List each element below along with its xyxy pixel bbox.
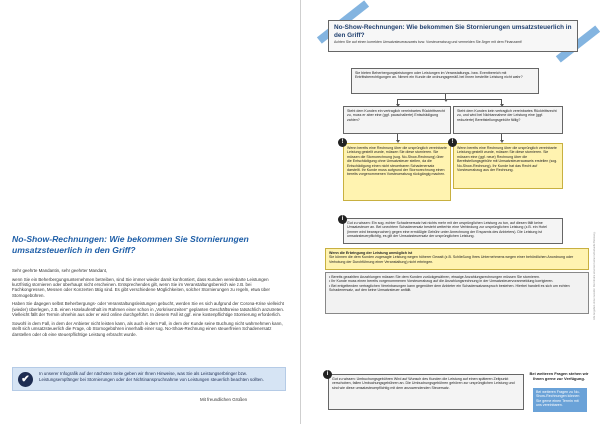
closing: Mit freundlichen Grüßen (200, 397, 248, 402)
paragraph: Sowohl in dem Fall, in dem der Anbieter nicht leisten kann, als auch in dem Fall, in dem der Kunde seine Buchung nicht wahrnehmen kann, stellt sich umsatzsteuerlich die Frage, ob Stornogebühren innerhalb einer sog. No-Show-Rechnung einen steuerfreien Schadenersatz darstellen oder ob eine steuerpflichtige Leistung erbracht wurde. (12, 320, 283, 337)
arrow (397, 134, 398, 140)
good-to-know-box: Gut zu wissen: Ein sog. echter Schadenersatz hat nichts mehr mit der ursprünglichen Leistung zu tun, auf diesen fällt keine Umsatzsteuer an. Bei unechtem Schadenersatz besteht weiterhin eine Verbindung zur ursprünglichen Leistung (z.B. ein Hotel (immer wird beanspruchen) gegen eine ermäßigte Gebühr unter Anrechnung der Ersparnis des Anbieters). Die Leistung ist umsatzsteuerpflichtig, es gilt der Umsatzsteuersatz der ursprünglichen Leistung. (343, 218, 563, 244)
paragraph: wenn Sie ein Beherbergungsunternehmen betreiben, sind Sie immer wieder damit konfrontiert, dass Kunden vereinbarte Leistungen kurzfristig stornieren oder überhaupt nicht erscheinen. Entsprechendes gilt, wenn Sie im Veranstaltungsbereich wie z.B. bei Fachkongressen, Messen oder Konzerten tätig sind. Es gibt verschiedene Möglichkeiten, solcher Stornierungen zu regeln, etwa über Stornogebühren. (12, 276, 270, 298)
letter-body (12, 268, 286, 340)
answer-left: Wenn bereits eine Rechnung über die ursprünglich vereinbarte Leistung gestellt wurde, müssen Sie diese stornieren. Sie müssen die Stornorechnung (sog. No-Show-Rechnung) über die Entschädigung ohne Umsatzsteuer stellen, da die Entschädigung einen nicht steuerbaren Schadenersatz darstellt. Ihr Kunde muss aufgrund der Stornorechnung einen bereits vorgenommenen Vorsteuerabzug rückgängig machen. (343, 143, 451, 201)
impossible-heading: Wenn die Erbringung der Leistung unmöglich ist (329, 251, 413, 255)
right-page (300, 0, 600, 424)
infographic-title: No-Show-Rechnungen: Wie bekommen Sie Stornierungen umsatzsteuerlich in den Griff? (334, 24, 572, 39)
arrow (397, 99, 398, 104)
info-icon: i (323, 370, 332, 379)
impossible-box (325, 248, 589, 270)
answer-right: Wenn bereits eine Rechnung über die ursprünglich vereinbarte Leistung gestellt wurde, müssen Sie diese stornieren. Sie müssen eine (ggf. neue) Rechnung über die Bereitstellungsgebühr mit Umsatzsteuerausweis erstellen (sog. No-Show-Rechnung). Ihr Kunde hat das Recht auf Vorsteuerabzug aus der Rechnung. (453, 143, 563, 189)
info-icon: i (338, 215, 347, 224)
tip-box (12, 367, 286, 391)
arrow (501, 134, 502, 140)
arrow (501, 99, 502, 104)
question-left: Steht dem Kunden ein vertraglich vereinbartes Rücktrittsrecht zu, muss er aber eine (ggf. pauschalierte) Entschädigung zahlen? (343, 106, 451, 134)
warning-icon: ! (338, 138, 347, 147)
contact-box: Bei weiteren Fragen zu No-Show-Rechnungen können Sie gerne einen Termin mit uns vereinbaren. (533, 388, 587, 412)
connector-line (397, 99, 501, 100)
warning-icon: ! (448, 138, 457, 147)
tip-text: In unserer Infografik auf der nächsten Seite geben wir Ihnen Hinweise, was Sie als Leistungserbringer bzw. Leistungsempfänger bei Stornierungen oder der Nichtinanspruchnahme von Leistungen steuerlich beachten sollten. (39, 371, 264, 382)
contact-heading: Bei weiteren Fragen stehen wir Ihnen gerne zur Verfügung. (529, 371, 589, 381)
intro-box: Sie bieten Beherbergungsleistungen oder Leistungen im Veranstaltungs- bzw. Eventbereich mit Entrittsberechtigungen an. Nimmt ein Kunde die ordnungsgemäß bei Ihnen bestellte Leistung nicht wahr? (351, 68, 539, 94)
checkmark-icon: ✔ (18, 372, 33, 387)
infographic-subtitle: Achten Sie auf einen korrekten Umsatzsteuerausweis bzw. Vorsteuerabzug und vermeiden Sie Ärger mit dem Finanzamt! (334, 40, 522, 45)
list-item: • Bereits gezahlten Anzahlungen müssen Sie dem Kunden zurückgewähren, etwaige Anzahlungsrechnungen müssen Sie stornieren. (329, 275, 541, 279)
side-disclaimer: Alle Angaben ohne Gewähr. Die Inhalte ersetzen keine individuelle Beratung. (593, 231, 596, 320)
paragraph: Haben Sie dagegen selbst Beherbergungs- oder Veranstaltungsleistungen gebucht, werden Sie es sich aufgrund der Corona-Krise vielleicht (wieder) überlegen, z.B. einen Hotelaufenthalt im Rahmen einer schon in „Vorkrisenzeiten" geplanten Geschäftsreise tatsächlich anzutreten. Vielleicht fällt der Termin ohnehin aus oder er wird online durchgeführt. In diesem Fall ist ggf. eine kostenpflichtige Stornierung erforderlich. (12, 301, 284, 318)
list-item: • Bei entgeltenden vertraglichen Vereinbarungen kann gegenüber dem Anbieter ein Schadensatzanspruch bestehen. Hierbei handelt es sich um echten Schadenersatz, auf den keine Umsatzsteuer anfällt. (329, 283, 570, 293)
page-title: No-Show-Rechnungen: Wie bekommen Sie Stornierungen umsatzsteuerlich in den Griff? (12, 234, 249, 255)
list-item: • Ihr Kunde muss einen bereits vorgenommenen Vorsteuerabzug auf die Anzahlungsrechnung in der Umsatzsteuervoranmeldung korrigieren. (329, 279, 554, 284)
impossible-text: Sie können die dem Kunden zugesagte Leistung wegen höherer Gewalt (z.B. Schließung Ihres Unternehmens wegen einer behördlichen Anordnung oder Verbotung der Durchführung einer Veranstaltung) nicht erbringen. (329, 255, 574, 264)
bullet-list (325, 272, 589, 314)
infographic-header (328, 20, 578, 52)
good-to-know-box-2: Gut zu wissen: Umbuchungsgebühren Wird auf Wunsch des Kunden die Leistung auf einen späteren Zeitpunkt verschoben, fallen Umbuchungsgebühren an. Die Umbuchungsgebühren gehören zur ursprünglichen Leistung und sind wie diese umsatzsteuerpflichtig mit dem anzuwendenden Steuersatz. (328, 374, 524, 410)
question-right: Steht dem Kunden kein vertraglich vereinbartes Rücktrittsrecht zu, und wird bei Nichtannahme der Leistung eine (ggf. reduzierte) Bereitstellungsgebühr fällig? (453, 106, 563, 134)
salutation: Sehr geehrte Mandantin, sehr geehrter Mandant, (12, 268, 108, 273)
